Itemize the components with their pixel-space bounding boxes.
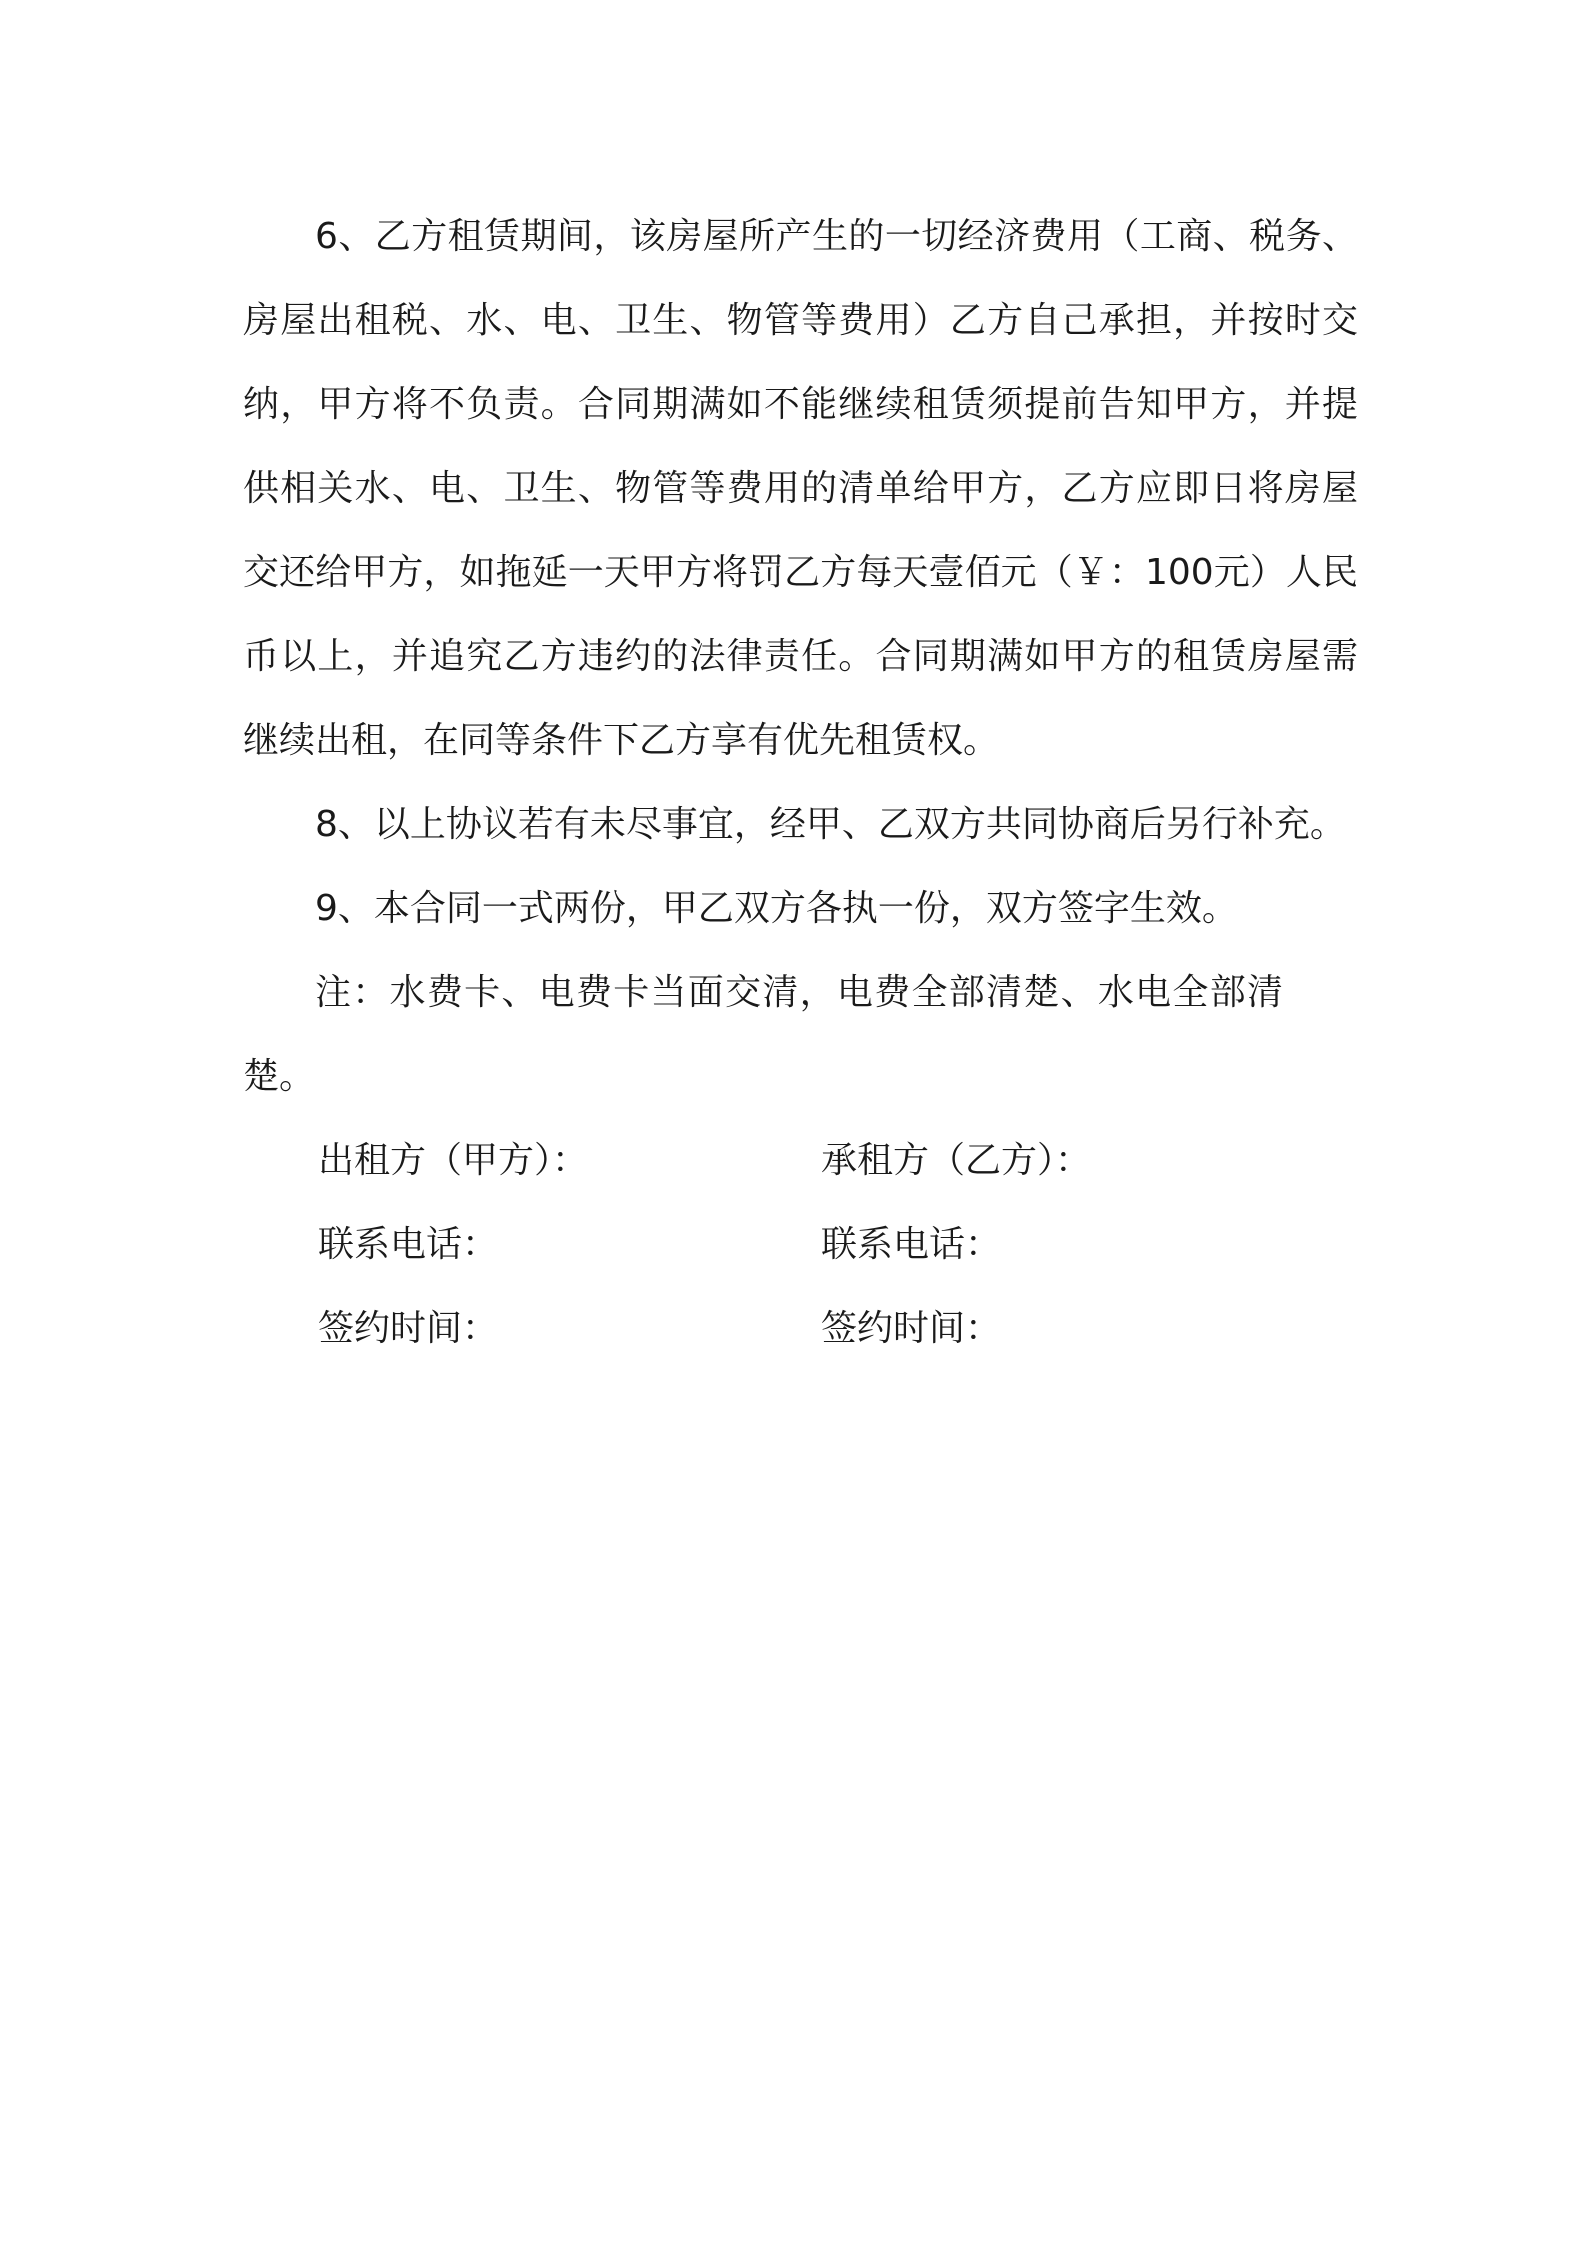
lessee-phone-label: 联系电话： [821,1224,1002,1265]
clause-8-paragraph: 8、以上协议若有未尽事宜，经甲、乙双方共同协商后另行补充。 [315,804,1346,845]
lessor-date-label: 签约时间： [318,1308,499,1349]
note-paragraph: 注：水费卡、电费卡当面交清，电费全部清楚、水电全部清楚。 [243,972,1283,1097]
clause-6-paragraph: 6、乙方租赁期间，该房屋所产生的一切经济费用（工商、税务、房屋出租税、水、电、卫生、物管等费用）乙方自己承担，并按时交纳，甲方将不负责。合同期满如不能继续租赁须提前告知甲方，并提供相关水、电、卫生、物管等费用的清单给甲方，乙方应即日将房屋交还给甲方，如拖延一天甲方将罚乙方每天壹佰元（￥：100元）人民币以上，并追究乙方违约的法律责任。合同期满如甲方的租赁房屋需继续出租，在同等条件下乙方享有优先租赁权。 [243,216,1358,761]
signature-phone-row [243,1203,1358,1287]
signature-party-row [243,1119,1358,1203]
contract-body [243,195,1358,1371]
lessor-phone-label: 联系电话： [318,1224,499,1265]
lessor-label: 出租方（甲方）： [318,1140,589,1181]
lessee-date-label: 签约时间： [821,1308,1002,1349]
lessee-label: 承租方（乙方）： [821,1140,1092,1181]
clause-9-paragraph: 9、本合同一式两份，甲乙双方各执一份，双方签字生效。 [315,888,1238,929]
signature-date-row [243,1287,1358,1371]
